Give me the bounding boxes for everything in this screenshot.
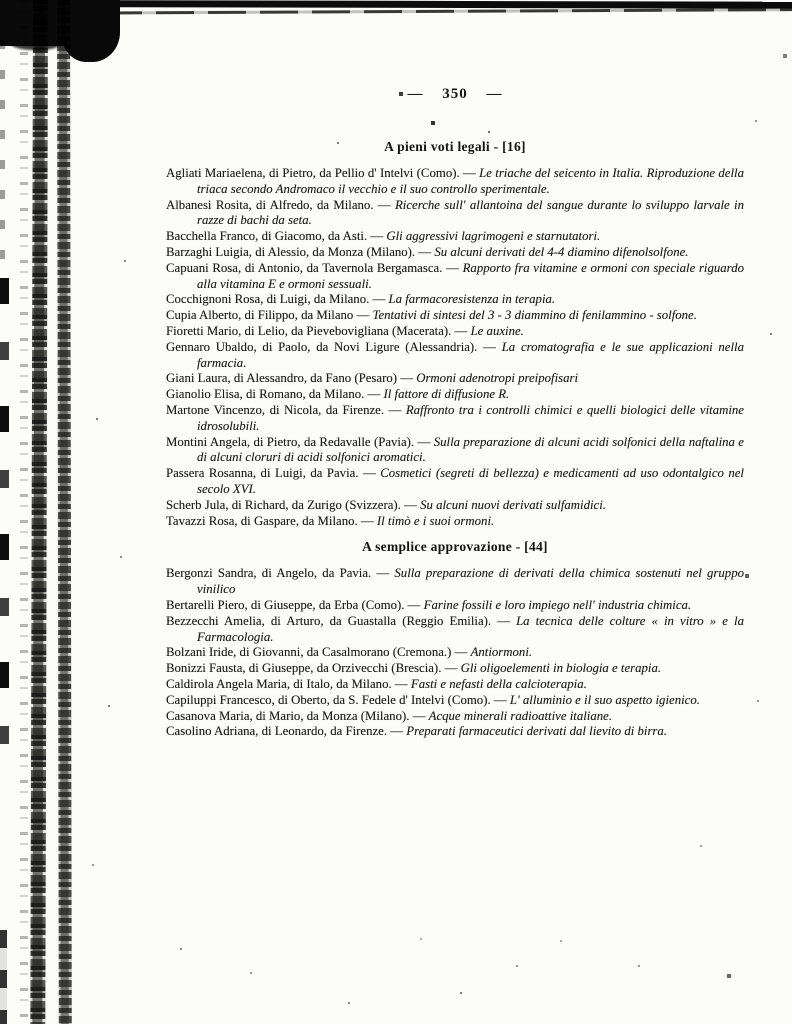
list-item: Capuani Rosa, di Antonio, da Tavernola Bergamasca. — Rapporto fra vitamine e ormoni con speciale riguardo alla vitamina E e ormoni sessuali. (166, 260, 744, 291)
list-item: Bonizzi Fausta, di Giuseppe, da Orzivecchi (Brescia). — Gli oligoelementi in biologia e terapia. (166, 661, 662, 676)
list-item: Fioretti Mario, di Lelio, da Pievebovigliana (Macerata). — Le auxine. (166, 323, 524, 338)
list-item: Montini Angela, di Pietro, da Redavalle (Pavia). — Sulla preparazione di alcuni acidi solfonici della naftalina e di alcuni cloruri di acidi solfonici aromatici. (166, 434, 744, 465)
entry-title: Raffronto tra i controlli chimici e quelli biologici delle vitamine idrosolubili. (197, 402, 744, 433)
entry-name: Albanesi Rosita, di Alfredo, da Milano. (166, 197, 374, 212)
entry-name: Casanova Maria, di Mario, da Monza (Milano). (166, 708, 410, 723)
entry-name: Cocchignoni Rosa, di Luigi, da Milano. (166, 292, 370, 307)
entry-title: Sulla preparazione di derivati della chimica sostenuti nel gruppo vinilico (197, 566, 744, 597)
scan-corner-blob (0, 0, 120, 46)
entry-title: Su alcuni derivati del 4-4 diamino difenolsolfone. (434, 244, 689, 259)
entries-list (166, 166, 744, 529)
entry-title: La cromatografia e le sue applicazioni nella farmacia. (197, 339, 744, 370)
entry-title: Le auxine. (470, 323, 524, 338)
entry-title: Fasti e nefasti della calcioterapia. (410, 676, 587, 691)
entry-title: Il timò e i suoi ormoni. (376, 513, 495, 528)
entry-name: Bacchella Franco, di Giacomo, da Asti. (166, 229, 368, 244)
entry-title: Gli oligoelementi in biologia e terapia. (460, 661, 662, 676)
entry-title: Tentativi di sintesi del 3 - 3 diammino di fenilammino - solfone. (372, 308, 697, 323)
scan-edge-top-line (0, 8, 792, 15)
list-item: Scherb Jula, di Richard, da Zurigo (Svizzera). — Su alcuni nuovi derivati sulfamidici. (166, 497, 606, 512)
entry-name: Agliati Mariaelena, di Pietro, da Pellio d' Intelvi (Como). (166, 166, 460, 180)
entry-name: Bertarelli Piero, di Giuseppe, da Erba (Como). (166, 597, 405, 612)
entry-name: Giani Laura, di Alessandro, da Fano (Pesaro) (166, 371, 397, 386)
scan-binding-streak (20, 0, 28, 1024)
list-item: Gianolio Elisa, di Romano, da Milano. — Il fattore di diffusione R. (166, 387, 510, 402)
scan-edge-top-bar (0, 0, 792, 9)
entry-name: Capiluppi Francesco, di Oberto, da S. Fedele d' Intelvi (Como). (166, 692, 491, 707)
entry-name: Barzaghi Luigia, di Alessio, da Monza (Milano). (166, 244, 416, 259)
entries-list (166, 566, 744, 740)
list-item: Bergonzi Sandra, di Angelo, da Pavia. — Sulla preparazione di derivati della chimica sostenuti nel gruppo vinilico (166, 566, 744, 597)
list-item: Barzaghi Luigia, di Alessio, da Monza (Milano). — Su alcuni derivati del 4-4 diamino difenolsolfone. (166, 244, 689, 259)
scan-edge-blotches (0, 278, 9, 748)
scan-binding-streak (57, 0, 72, 1024)
page-content (166, 86, 744, 740)
entry-title: Preparati farmaceutici derivati dal lievito di birra. (406, 724, 668, 739)
entry-name: Bolzani Iride, di Giovanni, da Casalmorano (Cremona.) (166, 645, 452, 660)
list-item: Cocchignoni Rosa, di Luigi, da Milano. — La farmacoresistenza in terapia. (166, 292, 556, 307)
section-heading: A pieni voti legali - [16] (384, 139, 526, 154)
section-heading: A semplice approvazione - [44] (362, 539, 548, 555)
entry-name: Scherb Jula, di Richard, da Zurigo (Svizzera). (166, 497, 401, 512)
section-pieni-voti-legali (166, 139, 744, 529)
list-item: Gennaro Ubaldo, di Paolo, da Novi Ligure (Alessandria). — La cromatografia e le sue applicazioni nella farmacia. (166, 339, 744, 370)
page-number: — 350 — (407, 86, 503, 102)
entry-title: Acque minerali radioattive italiane. (428, 708, 613, 723)
entry-name: Montini Angela, di Pietro, da Redavalle (Pavia). (166, 434, 415, 449)
scan-edge-blotches (0, 930, 7, 1024)
entry-title: Cosmetici (segreti di bellezza) e medicamenti ad uso odontalgico nel secolo XVI. (197, 466, 744, 496)
list-item: Casolino Adriana, di Leonardo, da Firenze. — Preparati farmaceutici derivati dal lievito di birra. (166, 724, 668, 739)
entry-name: Tavazzi Rosa, di Gaspare, da Milano. (166, 513, 358, 528)
scan-speckles (0, 0, 2, 2)
entry-title: Il fattore di diffusione R. (383, 387, 510, 402)
entry-name: Cupia Alberto, di Filippo, da Milano (166, 308, 354, 323)
list-item: Cupia Alberto, di Filippo, da Milano — Tentativi di sintesi del 3 - 3 diammino di fenilammino - solfone. (166, 308, 697, 323)
scan-corner-blob (62, 0, 120, 62)
list-item: Bezzecchi Amelia, di Arturo, da Guastalla (Reggio Emilia). — La tecnica delle colture « in vitro » e la Farmacologia. (166, 613, 744, 644)
entry-name: Casolino Adriana, di Leonardo, da Firenze. (166, 724, 388, 739)
entry-title: Rapporto fra vitamine e ormoni con speciale riguardo alla vitamina E e ormoni sessuali. (197, 260, 744, 291)
list-item: Casanova Maria, di Mario, da Monza (Milano). — Acque minerali radioattive italiane. (166, 708, 613, 723)
entry-title: La farmacoresistenza in terapia. (388, 292, 556, 307)
entry-title: Gli aggressivi lagrimogeni e starnutatori. (386, 229, 601, 244)
list-item: Martone Vincenzo, di Nicola, da Firenze. — Raffronto tra i controlli chimici e quelli biologici delle vitamine idrosolubili. (166, 402, 744, 433)
scan-binding-streak (30, 0, 48, 1024)
entry-title: Su alcuni nuovi derivati sulfamidici. (420, 497, 606, 512)
entry-name: Gianolio Elisa, di Romano, da Milano. (166, 387, 365, 402)
entry-name: Caldirola Angela Maria, di Italo, da Milano. (166, 676, 392, 691)
list-item: Bolzani Iride, di Giovanni, da Casalmorano (Cremona.) — Antiormoni. (166, 645, 533, 660)
entry-title: Le triache del seicento in Italia. Riproduzione della triaca secondo Andromaco il vecchio e il suo controllo sperimentale. (197, 166, 744, 196)
list-item: Bacchella Franco, di Giacomo, da Asti. — Gli aggressivi lagrimogeni e starnutatori. (166, 229, 601, 244)
entry-name: Capuani Rosa, di Antonio, da Tavernola Bergamasca. (166, 260, 443, 275)
scan-corner-blob (10, 34, 62, 50)
list-item: Caldirola Angela Maria, di Italo, da Milano. — Fasti e nefasti della calcioterapia. (166, 676, 587, 691)
entry-title: Ormoni adenotropi preipofisari (416, 371, 579, 386)
entry-name: Martone Vincenzo, di Nicola, da Firenze. (166, 402, 385, 417)
entry-name: Gennaro Ubaldo, di Paolo, da Novi Ligure (Alessandria). (166, 339, 478, 354)
list-item: Giani Laura, di Alessandro, da Fano (Pesaro) — Ormoni adenotropi preipofisari (166, 371, 579, 386)
entry-name: Bergonzi Sandra, di Angelo, da Pavia. (166, 566, 372, 581)
entry-title: Ricerche sull' allantoina del sangue durante lo sviluppo larvale in razze di bachi da seta. (197, 197, 744, 228)
entry-name: Passera Rosanna, di Luigi, da Pavia. (166, 466, 359, 481)
entry-name: Fioretti Mario, di Lelio, da Pievebovigliana (Macerata). (166, 323, 452, 338)
list-item: Tavazzi Rosa, di Gaspare, da Milano. — Il timò e i suoi ormoni. (166, 513, 495, 528)
scan-edge-blotches (0, 40, 5, 280)
entry-title: Farine fossili e loro impiego nell' industria chimica. (423, 597, 692, 612)
list-item: Passera Rosanna, di Luigi, da Pavia. — Cosmetici (segreti di bellezza) e medicamenti ad uso odontalgico nel secolo XVI. (166, 466, 744, 496)
entry-title: La tecnica delle colture « in vitro » e la Farmacologia. (197, 613, 744, 644)
list-item: Albanesi Rosita, di Alfredo, da Milano. — Ricerche sull' allantoina del sangue durante lo sviluppo larvale in razze di bachi da seta. (166, 197, 744, 228)
section-semplice-approvazione (166, 539, 744, 740)
list-item: Agliati Mariaelena, di Pietro, da Pellio d' Intelvi (Como). — Le triache del seicento in Italia. Riproduzione della triaca secondo Andromaco il vecchio e il suo controllo sperimentale. (166, 166, 744, 196)
entry-title: Antiormoni. (470, 645, 533, 660)
list-item: Bertarelli Piero, di Giuseppe, da Erba (Como). — Farine fossili e loro impiego nell' industria chimica. (166, 597, 692, 612)
entry-title: Sulla preparazione di alcuni acidi solfonici della naftalina e di alcuni cloruri di acidi solfonici aromatici. (197, 434, 744, 465)
entry-name: Bonizzi Fausta, di Giuseppe, da Orzivecchi (Brescia). (166, 661, 442, 676)
entry-name: Bezzecchi Amelia, di Arturo, da Guastalla (Reggio Emilia). (166, 613, 492, 628)
list-item: Capiluppi Francesco, di Oberto, da S. Fedele d' Intelvi (Como). — L' alluminio e il suo aspetto igienico. (166, 692, 700, 707)
entry-title: L' alluminio e il suo aspetto igienico. (509, 692, 700, 707)
